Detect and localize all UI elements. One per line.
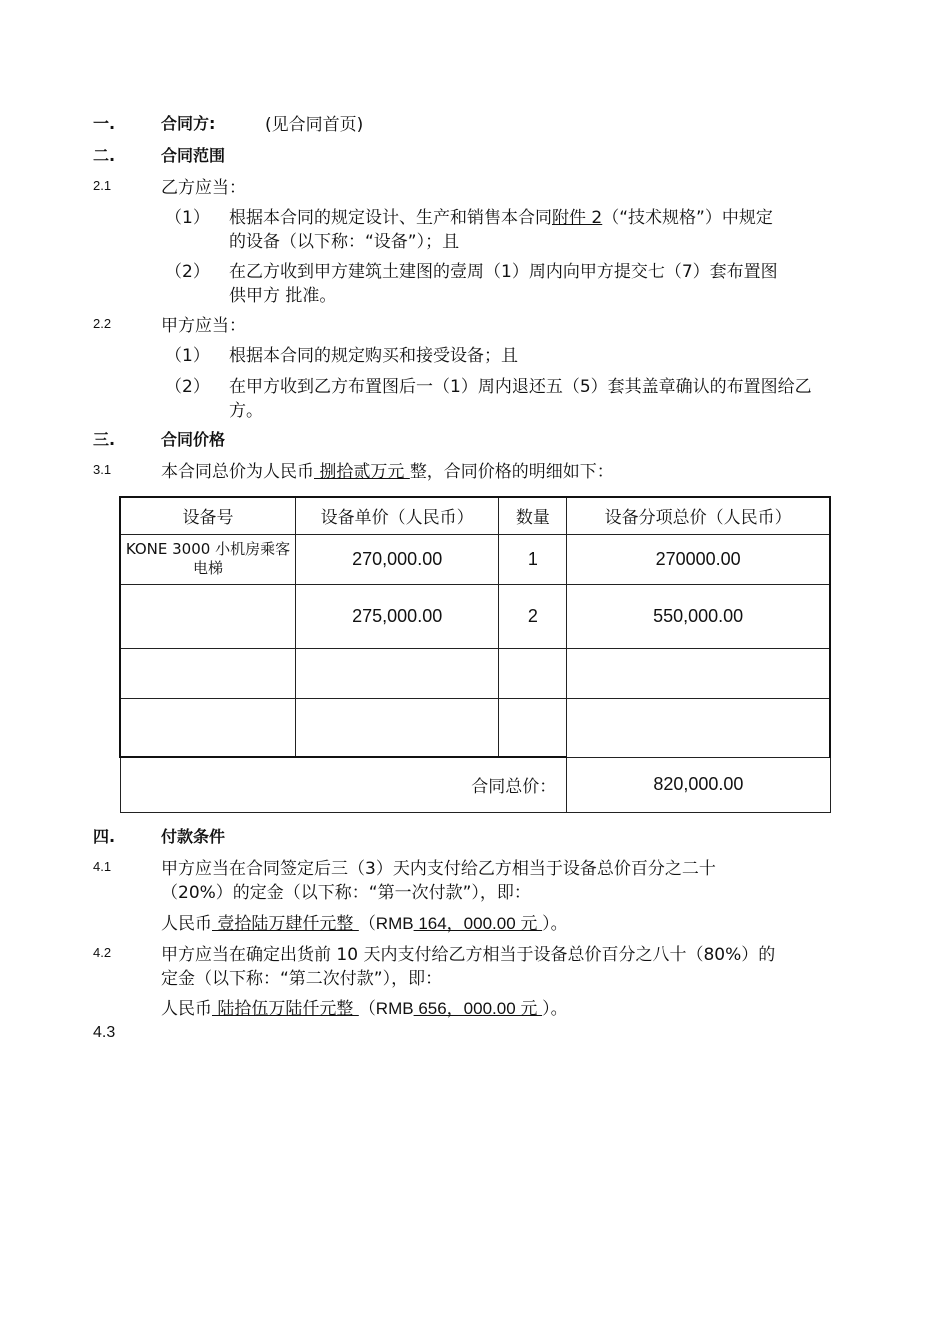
section-title: 合同方: xyxy=(161,114,216,133)
equipment-name xyxy=(120,648,295,698)
table-row xyxy=(120,648,830,698)
quantity: 2 xyxy=(499,584,567,648)
table-row xyxy=(120,534,830,584)
amount-in-figures: 656，000.00 元 xyxy=(413,999,543,1018)
table-total-row xyxy=(120,757,830,812)
item-text: 根据本合同的规定设计、生产和销售本合同附件 2（“技术规格”）中规定 xyxy=(229,208,773,228)
clause-text: 定金（以下称：“第二次付款”），即： xyxy=(161,969,443,989)
item-text: 根据本合同的规定购买和接受设备；且 xyxy=(229,346,518,366)
item-text: 的设备（以下称：“设备”）；且 xyxy=(229,232,460,252)
equipment-name: KONE 3000 小机房乘客电梯 xyxy=(120,534,295,584)
quantity xyxy=(499,648,567,698)
clause-text: 甲方应当在合同签定后三（3）天内支付给乙方相当于设备总价百分之二十 xyxy=(161,859,716,879)
quantity: 1 xyxy=(499,534,567,584)
table-row xyxy=(120,698,830,757)
table-row xyxy=(120,584,830,648)
clause-number: 4.1 xyxy=(93,859,112,874)
clause-number: 4.2 xyxy=(93,945,112,960)
clause-text: 本合同总价为人民币 捌拾贰万元 整，合同价格的明细如下： xyxy=(161,462,614,482)
item-number: （2） xyxy=(165,262,210,282)
section-number: 三. xyxy=(93,430,116,449)
clause-number: 4.3 xyxy=(93,1024,116,1041)
quantity xyxy=(499,698,567,757)
contract-total-value: 820,000.00 xyxy=(567,757,830,812)
section-number: 一. xyxy=(93,114,116,133)
line-total: 270000.00 xyxy=(567,534,830,584)
column-header: 设备分项总价（人民币） xyxy=(567,497,830,534)
amount-in-words: 陆拾伍万陆仟元整 xyxy=(212,999,359,1019)
section-title: 付款条件 xyxy=(161,827,226,846)
clause-heading: 甲方应当： xyxy=(161,316,246,336)
item-number: （1） xyxy=(165,346,210,366)
section-number: 四. xyxy=(93,827,116,846)
column-header: 数量 xyxy=(499,497,567,534)
amount-in-words: 壹拾陆万肆仟元整 xyxy=(212,914,359,934)
payment-amount-line: 人民币 壹拾陆万肆仟元整 （RMB 164，000.00 元 ）。 xyxy=(161,914,568,934)
equipment-name xyxy=(120,584,295,648)
section-title: 合同范围 xyxy=(161,146,226,165)
unit-price xyxy=(295,698,499,757)
clause-number: 2.2 xyxy=(93,316,112,331)
line-total xyxy=(567,698,830,757)
clause-number: 3.1 xyxy=(93,462,112,477)
item-text: 在甲方收到乙方布置图后一（1）周内退还五（5）套其盖章确认的布置图给乙 xyxy=(229,377,812,397)
price-table xyxy=(119,496,831,813)
payment-amount-line: 人民币 陆拾伍万陆仟元整 （RMB 656，000.00 元 ）。 xyxy=(161,999,568,1019)
item-number: （1） xyxy=(165,208,210,228)
item-number: （2） xyxy=(165,377,210,397)
clause-text: 甲方应当在确定出货前 10 天内支付给乙方相当于设备总价百分之八十（80%）的 xyxy=(161,945,776,965)
unit-price: 270,000.00 xyxy=(295,534,499,584)
table-header-row xyxy=(120,497,830,534)
line-total: 550,000.00 xyxy=(567,584,830,648)
clause-number: 2.1 xyxy=(93,178,112,193)
clause-heading: 乙方应当： xyxy=(161,178,246,198)
unit-price xyxy=(295,648,499,698)
unit-price: 275,000.00 xyxy=(295,584,499,648)
section-number: 二. xyxy=(93,146,116,165)
column-header: 设备号 xyxy=(120,497,295,534)
column-header: 设备单价（人民币） xyxy=(295,497,499,534)
item-text: 在乙方收到甲方建筑土建图的壹周（1）周内向甲方提交七（7）套布置图 xyxy=(229,262,778,282)
line-total xyxy=(567,648,830,698)
equipment-name xyxy=(120,698,295,757)
clause-text: （20%）的定金（以下称：“第一次付款”），即： xyxy=(161,883,531,903)
contract-total-label: 合同总价： xyxy=(120,757,567,812)
amount-in-figures: 164，000.00 元 xyxy=(413,914,543,933)
item-text: 供甲方 批准。 xyxy=(229,286,337,306)
item-text: 方。 xyxy=(229,401,263,421)
section-title: 合同价格 xyxy=(161,430,226,449)
appendix-link[interactable]: 附件 2 xyxy=(552,208,603,228)
total-amount-words: 捌拾贰万元 xyxy=(314,462,410,482)
section-note: (见合同首页) xyxy=(265,115,364,135)
